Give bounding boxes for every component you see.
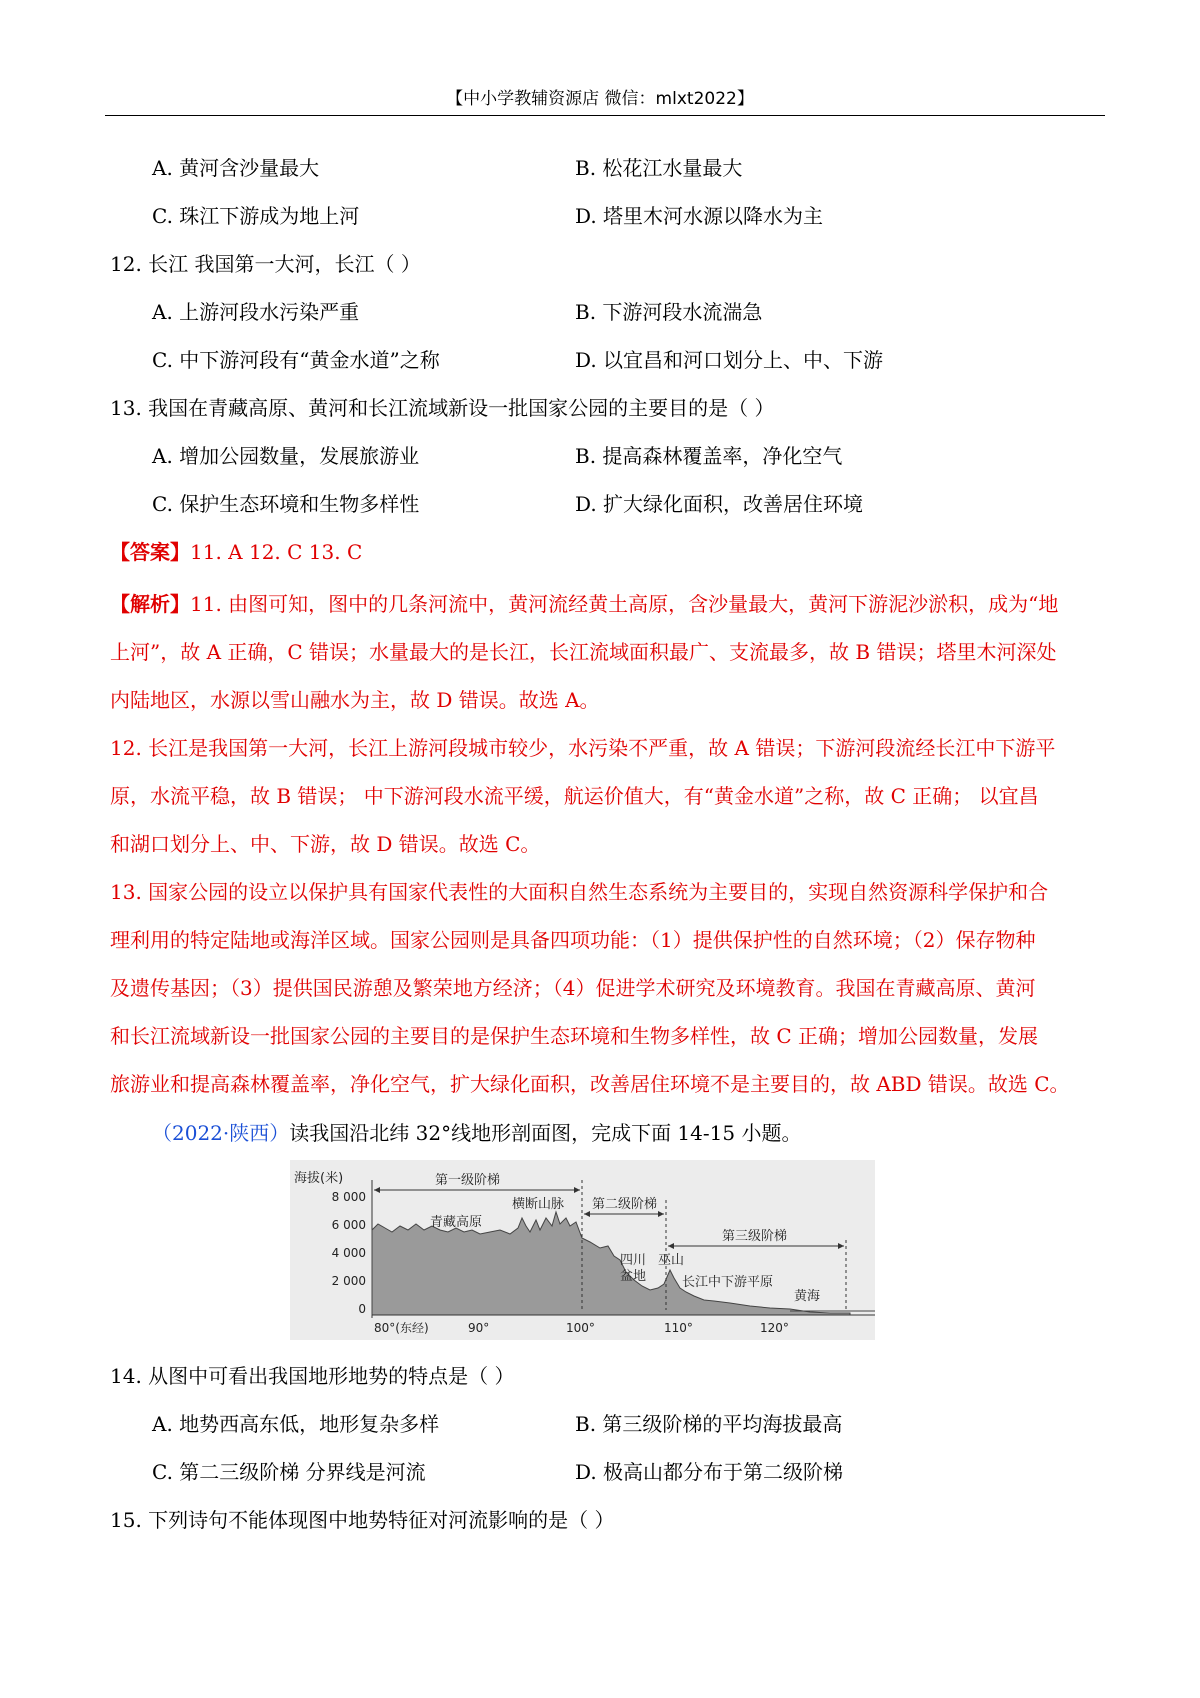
analysis-13-line-4: 和长江流域新设一批国家公园的主要目的是保护生态环境和生物多样性，故 C 正确；增加公园数量，发展 bbox=[110, 1024, 1039, 1048]
answer-text: 11. A 12. C 13. C bbox=[190, 540, 363, 564]
q12-option-b: B. 下游河段水流湍急 bbox=[575, 300, 763, 324]
q13-option-c: C. 保护生态环境和生物多样性 bbox=[152, 492, 420, 516]
q14-stem: 14. 从图中可看出我国地形地势的特点是（ ） bbox=[110, 1364, 515, 1388]
q14-option-d: D. 极高山都分布于第二级阶梯 bbox=[575, 1460, 844, 1484]
analysis-block bbox=[110, 580, 1095, 1108]
q11-option-a: A. 黄河含沙量最大 bbox=[152, 156, 320, 180]
step3-label: 第三级阶梯 bbox=[722, 1229, 788, 1244]
analysis-13-line-3: 及遗传基因；（3）提供国民游憩及繁荣地方经济；（4）促进学术研究及环境教育。我国在青藏高原、黄河 bbox=[110, 976, 1036, 1000]
label-huanghai: 黄海 bbox=[794, 1289, 821, 1304]
y-axis-title: 海拔(米) bbox=[294, 1171, 344, 1186]
analysis-13-line-1: 13. 国家公园的设立以保护具有国家代表性的大面积自然生态系统为主要目的，实现自然资源科学保护和合 bbox=[110, 880, 1049, 904]
page-header: 【中小学教辅资源店 微信：mlxt2022】 bbox=[446, 89, 754, 109]
step1-label: 第一级阶梯 bbox=[435, 1173, 501, 1188]
analysis-11-line-3: 内陆地区，水源以雪山融水为主，故 D 错误。故选 A。 bbox=[110, 688, 600, 712]
intro-text: 读我国沿北纬 32°线地形剖面图，完成下面 14-15 小题。 bbox=[289, 1121, 802, 1145]
y-tick-2000: 2 000 bbox=[331, 1274, 366, 1288]
q12-stem: 12. 长江 我国第一大河，长江（ ） bbox=[110, 252, 421, 276]
terrain-profile-figure bbox=[290, 1160, 875, 1340]
q14-option-b: B. 第三级阶梯的平均海拔最高 bbox=[575, 1412, 843, 1436]
q14-option-c: C. 第二三级阶梯 分界线是河流 bbox=[152, 1460, 426, 1484]
q11-option-b: B. 松花江水量最大 bbox=[575, 156, 743, 180]
label-wushan: 巫山 bbox=[658, 1253, 685, 1268]
step2-label: 第二级阶梯 bbox=[592, 1197, 658, 1212]
x-tick-90: 90° bbox=[468, 1321, 490, 1335]
analysis-11-line-2: 上河”，故 A 正确，C 错误；水量最大的是长江，长江流域面积最广、支流最多，故 B 错误；塔里木河深处 bbox=[110, 640, 1057, 664]
y-tick-4000: 4 000 bbox=[331, 1246, 366, 1260]
intro-source: （2022·陕西） bbox=[152, 1121, 290, 1145]
q13-option-d: D. 扩大绿化面积，改善居住环境 bbox=[575, 492, 864, 516]
label-sichuan-1: 四川 bbox=[620, 1253, 647, 1268]
analysis-13-line-5: 旅游业和提高森林覆盖率，净化空气，扩大绿化面积，改善居住环境不是主要目的，故 ABD 错误。故选 C。 bbox=[110, 1072, 1070, 1096]
q12-option-a: A. 上游河段水污染严重 bbox=[152, 300, 360, 324]
q13-stem: 13. 我国在青藏高原、黄河和长江流域新设一批国家公园的主要目的是（ ） bbox=[110, 396, 775, 420]
y-tick-0: 0 bbox=[358, 1302, 366, 1316]
terrain-profile-svg bbox=[290, 1160, 875, 1340]
analysis-label: 【解析】 bbox=[110, 592, 190, 616]
answer-line bbox=[110, 537, 362, 567]
analysis-11-text-1: 11. 由图可知，图中的几条河流中，黄河流经黄土高原，含沙量最大，黄河下游泥沙淤积，成为“地 bbox=[190, 592, 1059, 616]
answer-label: 【答案】 bbox=[110, 540, 190, 564]
label-sichuan-2: 盆地 bbox=[620, 1269, 647, 1284]
label-hengduan: 横断山脉 bbox=[512, 1197, 565, 1212]
q11-option-d: D. 塔里木河水源以降水为主 bbox=[575, 204, 824, 228]
intro-line bbox=[152, 1118, 801, 1148]
q12-option-c: C. 中下游河段有“黄金水道”之称 bbox=[152, 348, 440, 372]
analysis-12-line-2: 原，水流平稳，故 B 错误； 中下游河段水流平缓，航运价值大，有“黄金水道”之称，故 C 正确； 以宜昌 bbox=[110, 784, 1039, 808]
analysis-12-line-1: 12. 长江是我国第一大河，长江上游河段城市较少，水污染不严重，故 A 错误；下游河段流经长江中下游平 bbox=[110, 736, 1056, 760]
label-changjiang-plain: 长江中下游平原 bbox=[682, 1275, 774, 1290]
q12-option-d: D. 以宜昌和河口划分上、中、下游 bbox=[575, 348, 884, 372]
x-tick-80: 80°(东经) bbox=[374, 1321, 429, 1335]
x-tick-110: 110° bbox=[664, 1321, 693, 1335]
y-tick-6000: 6 000 bbox=[331, 1218, 366, 1232]
label-qingzang: 青藏高原 bbox=[430, 1215, 483, 1230]
analysis-13-line-2: 理利用的特定陆地或海洋区域。国家公园则是具备四项功能：（1）提供保护性的自然环境；（2）保存物种 bbox=[110, 928, 1036, 952]
q13-option-b: B. 提高森林覆盖率，净化空气 bbox=[575, 444, 843, 468]
y-tick-8000: 8 000 bbox=[331, 1190, 366, 1204]
analysis-11-line-1 bbox=[110, 580, 1095, 628]
q11-option-c: C. 珠江下游成为地上河 bbox=[152, 204, 360, 228]
analysis-12-line-3: 和湖口划分上、中、下游，故 D 错误。故选 C。 bbox=[110, 832, 541, 856]
header-rule bbox=[105, 115, 1105, 116]
x-tick-120: 120° bbox=[760, 1321, 789, 1335]
x-tick-100: 100° bbox=[566, 1321, 595, 1335]
q15-stem: 15. 下列诗句不能体现图中地势特征对河流影响的是（ ） bbox=[110, 1508, 615, 1532]
q13-option-a: A. 增加公园数量，发展旅游业 bbox=[152, 444, 420, 468]
q14-option-a: A. 地势西高东低，地形复杂多样 bbox=[152, 1412, 440, 1436]
